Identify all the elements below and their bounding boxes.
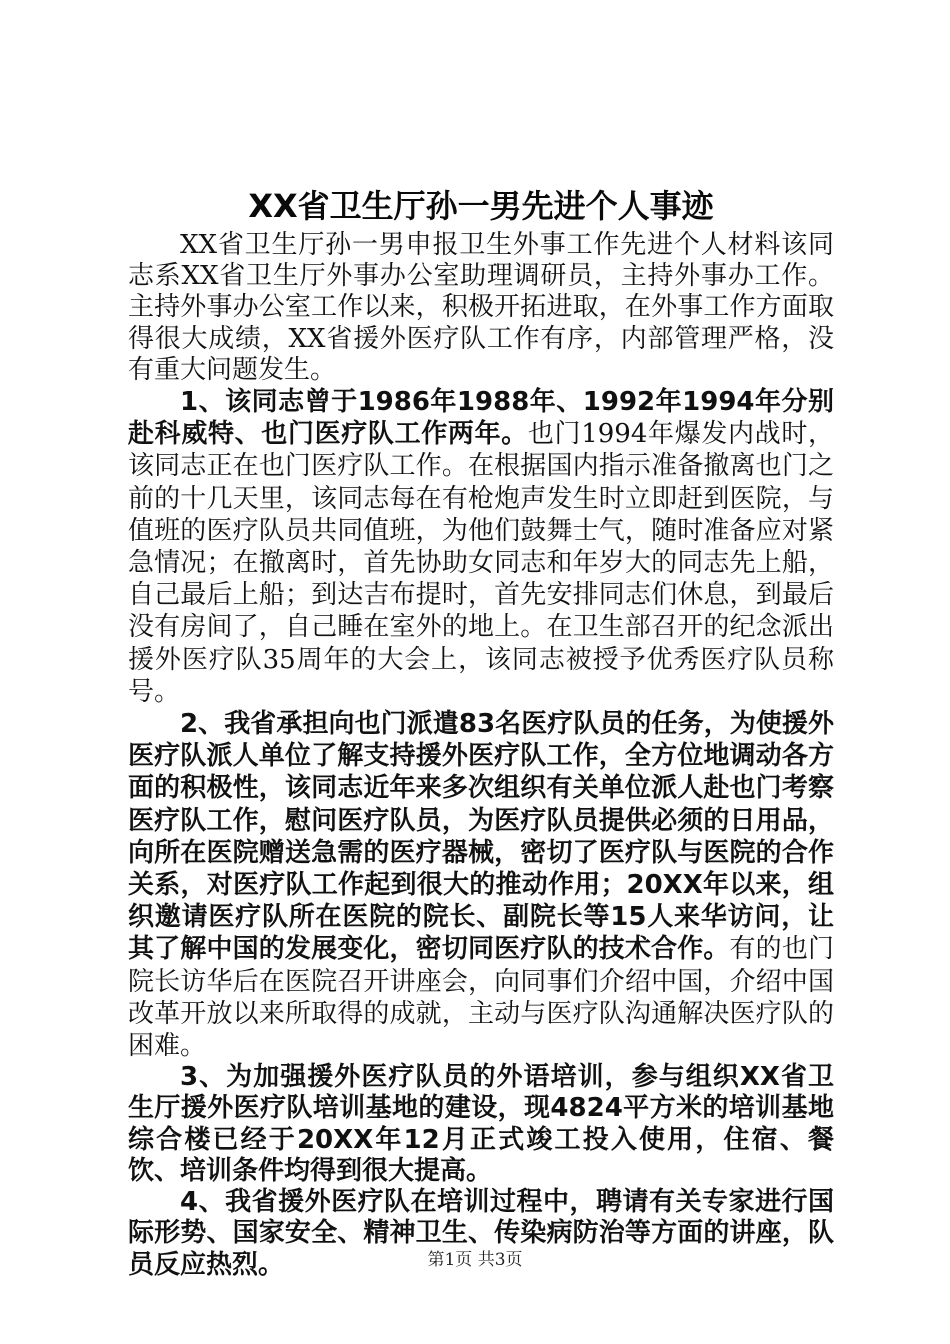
paragraph-1-bold-text: 1、该同志曾于1986年1988年、1992年1994年分别赴科威特、也门医疗队工作两年。 <box>128 387 834 450</box>
paragraph-2-text: 有的也门院长访华后在医院召开讲座会，向同事们介绍中国，介绍中国改革开放以来所取得的成就，主动与医疗队沟通解决医疗队的困难。 <box>128 934 834 1062</box>
document-page <box>128 182 834 1281</box>
paragraph-2-bold-text: 2、我省承担向也门派遣83名医疗队员的任务，为使援外医疗队派人单位了解支持援外医疗队工作，全方位地调动各方面的积极性，该同志近年来多次组织有关单位派人赴也门考察医疗队工作，慰问医疗队员，为医疗队员提供必须的日用品，向所在医院赠送急需的医疗器械，密切了医疗队与医院的合作关系，对医疗队工作起到很大的推动作用；20XX年以来，组织邀请医疗队所在医院的院长、副院长等15人来华访问，让其了解中国的发展变化，密切同医疗队的技术合作。 <box>128 709 834 965</box>
paragraph-3: 3、为加强援外医疗队员的外语培训，参与组织XX省卫生厅援外医疗队培训基地的建设，现4824平方米的培训基地综合楼已经于20XX年12月正式竣工投入使用，住宿、餐饮、培训条件均得到很大提高。 <box>128 1062 834 1186</box>
page-number-footer: 第1页 共3页 <box>427 1250 523 1270</box>
document-title: XX省卫生厅孙一男先进个人事迹 <box>248 187 714 225</box>
paragraph-1 <box>128 386 834 708</box>
paragraph-1-text: 也门1994年爆发内战时，该同志正在也门医疗队工作。在根据国内指示准备撤离也门之前的十几天里，该同志每在有枪炮声发生时立即赶到医院，与值班的医疗队员共同值班，为他们鼓舞士气，随时准备应对紧急情况；在撤离时，首先协助女同志和年岁大的同志先上船，自己最后上船；到达吉布提时，首先安排同志们休息，到最后没有房间了，自己睡在室外的地上。在卫生部召开的纪念派出援外医疗队35周年的大会上，该同志被授予优秀医疗队员称号。 <box>128 419 834 707</box>
intro-paragraph: XX省卫生厅孙一男申报卫生外事工作先进个人材料该同志系XX省卫生厅外事办公室助理调研员，主持外事办工作。主持外事办公室工作以来，积极开拓进取，在外事工作方面取得很大成绩，XX省援外医疗队工作有序，内部管理严格，没有重大问题发生。 <box>128 230 834 385</box>
paragraph-2 <box>128 708 834 1062</box>
paragraph-4: 4、我省援外医疗队在培训过程中，聘请有关专家进行国际形势、国家安全、精神卫生、传染病防治等方面的讲座，队员反应热烈。 <box>128 1187 834 1280</box>
